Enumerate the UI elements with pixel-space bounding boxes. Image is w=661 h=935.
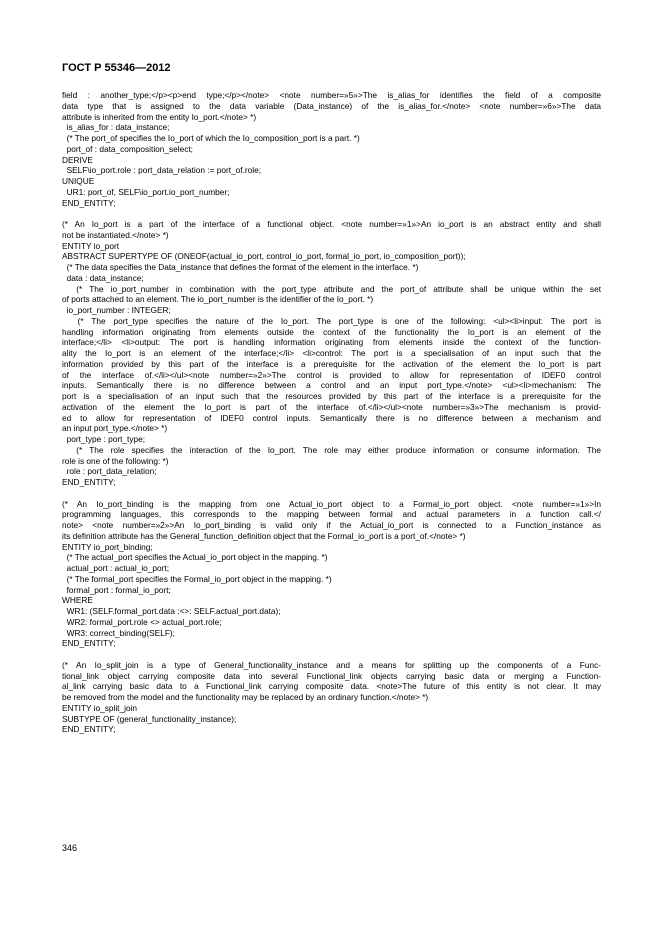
body-text-line: END_ENTITY; — [62, 724, 116, 735]
body-text-line: port is a specialisation of an input such that the resources provided by this part of the interface is a prerequisite for the — [62, 391, 601, 401]
body-text-line: of ports attached to an element. The io_port_number is the identifier of the Io_port. *) — [62, 294, 374, 305]
body-text-line: (* The port_type specifies the nature of the Io_port. The port_type is one of the following: <ul><li>input: The port is — [62, 315, 601, 326]
body-text-line: (* An Io_port_binding is the mapping from one Actual_io_port object to a Formal_io_port object. <note number=»1»>In — [62, 498, 601, 509]
body-text-line: data : data_instance; — [62, 272, 144, 283]
body-text-line: inputs. Semantically there is no difference between a control and an input port_type.</note> <ul><li>mechanism: The — [62, 380, 601, 391]
body-text-line: (* The io_port_number in combination with the port_type attribute and the port_of attribute shall be unique within the set — [62, 283, 601, 294]
blank-line — [62, 208, 601, 219]
body-text-line: ENTITY io_port — [62, 240, 120, 251]
body-text-line: field : another_type;</p><p>end type;</p></note> <note number=»5»>The is_alias_for identifies the field of a composite — [62, 90, 601, 100]
body-text-line: ENTITY io_split_join — [62, 702, 138, 713]
body-text-line: (* An Io_split_join is a type of General_functionality_instance and a means for splitting up the components of a Func- — [62, 659, 601, 670]
blank-line — [62, 649, 601, 660]
body-text-line: handling information originating from elements outside the context of the functionality the Io_port is an element of the — [62, 326, 601, 337]
body-text-line: actual_port : actual_io_port; — [62, 563, 170, 573]
blank-line — [62, 488, 601, 499]
body-text-line: data type that is assigned to the data variable (Data_instance) of the is_alias_for.</note> <note number=»6»>The data — [62, 100, 601, 111]
body-text-line: DERIVE — [62, 154, 93, 165]
body-text-line: role is one of the following: *) — [62, 455, 169, 466]
body-text-line: al_link carrying basic data to a Functional_link carrying composite data. <note>The future of this entity is not clear. It may — [62, 681, 601, 692]
body-text-line: WHERE — [62, 595, 93, 606]
body-text-line: UR1: port_of, SELF\io_port.io_port_number; — [62, 186, 230, 197]
body-text-line: information provided by this part of the interface is a prerequisite for the activation of the element the Io_port is part — [62, 358, 601, 369]
body-text-line: ed to allow for representation of IDEF0 control inputs. Semantically there is no difference between a mechanism and — [62, 412, 601, 423]
body-text-line: activation of the element the Io_port is part of the interface of.</li></ul><note number=»3»>The mechanism is provid- — [62, 401, 601, 412]
body-text-line: interface;</li> <li>output: The port is handling information originating from elements inside the context of the function- — [62, 337, 601, 348]
body-text-line: WR2: formal_port.role <> actual_port.role; — [62, 616, 222, 627]
body-text-line: END_ENTITY; — [62, 197, 116, 208]
body-text-line: END_ENTITY; — [62, 477, 116, 487]
body-text-line: ality the Io_port is an element of the interface;</li> <li>control: The port is a specialisation of an input such that the — [62, 348, 601, 358]
body-text-line: tional_link object carrying composite data into several Functional_link objects carrying basic data or merging a Function- — [62, 670, 601, 681]
body-text-line: END_ENTITY; — [62, 638, 116, 649]
body-text-line: SELF\io_port.role : port_data_relation := port_of.role; — [62, 165, 262, 176]
page-header-standard-number: ГОСТ Р 55346—2012 — [62, 62, 171, 74]
body-text-line: io_port_number : INTEGER; — [62, 305, 171, 315]
body-text-line: role : port_data_relation; — [62, 466, 157, 477]
body-text-line: not be instantiated.</note> *) — [62, 229, 169, 240]
body-text-line: (* The port_of specifies the Io_port of which the Io_composition_port is a part. *) — [62, 133, 360, 143]
document-body — [62, 90, 601, 735]
body-text-line: is_alias_for : data_instance; — [62, 122, 170, 133]
body-text-line: note> <note number=»2»>An Io_port_binding is valid only if the Actual_io_port is connected to a Function_instance as — [62, 520, 601, 530]
body-text-line: WR3: correct_binding(SELF); — [62, 627, 175, 638]
body-text-line: port_type : port_type; — [62, 434, 146, 444]
body-text-line: formal_port : formal_io_port; — [62, 584, 171, 595]
body-text-line: of the interface of.</li></ul><note number=»2»>The control is provided to allow for representation of IDEF0 control — [62, 369, 601, 380]
body-text-line: (* The formal_port specifies the Formal_io_port object in the mapping. *) — [62, 573, 332, 584]
body-text-line: UNIQUE — [62, 176, 95, 186]
body-text-line: (* The data specifies the Data_instance that defines the format of the element in the interface. *) — [62, 262, 419, 272]
body-text-line: ENTITY io_port_binding; — [62, 541, 153, 552]
body-text-line: an input port_type.</note> *) — [62, 423, 168, 434]
body-text-line: programming languages, this corresponds to the mapping between formal and actual parameters in a function call.</ — [62, 509, 601, 520]
body-text-line: be removed from the model and the functionality may be replaced by an ordinary function.</note> *) — [62, 692, 429, 702]
body-text-line: ABSTRACT SUPERTYPE OF (ONEOF(actual_io_port, control_io_port, formal_io_port, io_composition_port)); — [62, 251, 466, 262]
body-text-line: its definition attribute has the General_function_definition object that the Formal_io_port is a port_of.</note> *) — [62, 530, 466, 541]
body-text-line: attribute is inherited from the entity Io_port.</note> *) — [62, 111, 257, 122]
body-text-line: SUBTYPE OF (general_functionality_instance); — [62, 713, 237, 724]
body-text-line: WR1: (SELF.formal_port.data :<>: SELF.actual_port.data); — [62, 606, 281, 616]
body-text-line: (* The role specifies the interaction of the Io_port. The role may either produce information or consume information. The — [62, 444, 601, 455]
body-text-line: port_of : data_composition_select; — [62, 143, 193, 154]
page-number: 346 — [62, 843, 78, 853]
body-text-line: (* The actual_port specifies the Actual_io_port object in the mapping. *) — [62, 552, 328, 563]
body-text-line: (* An Io_port is a part of the interface of a functional object. <note number=»1»>An io_port is an abstract entity and shall — [62, 219, 601, 229]
